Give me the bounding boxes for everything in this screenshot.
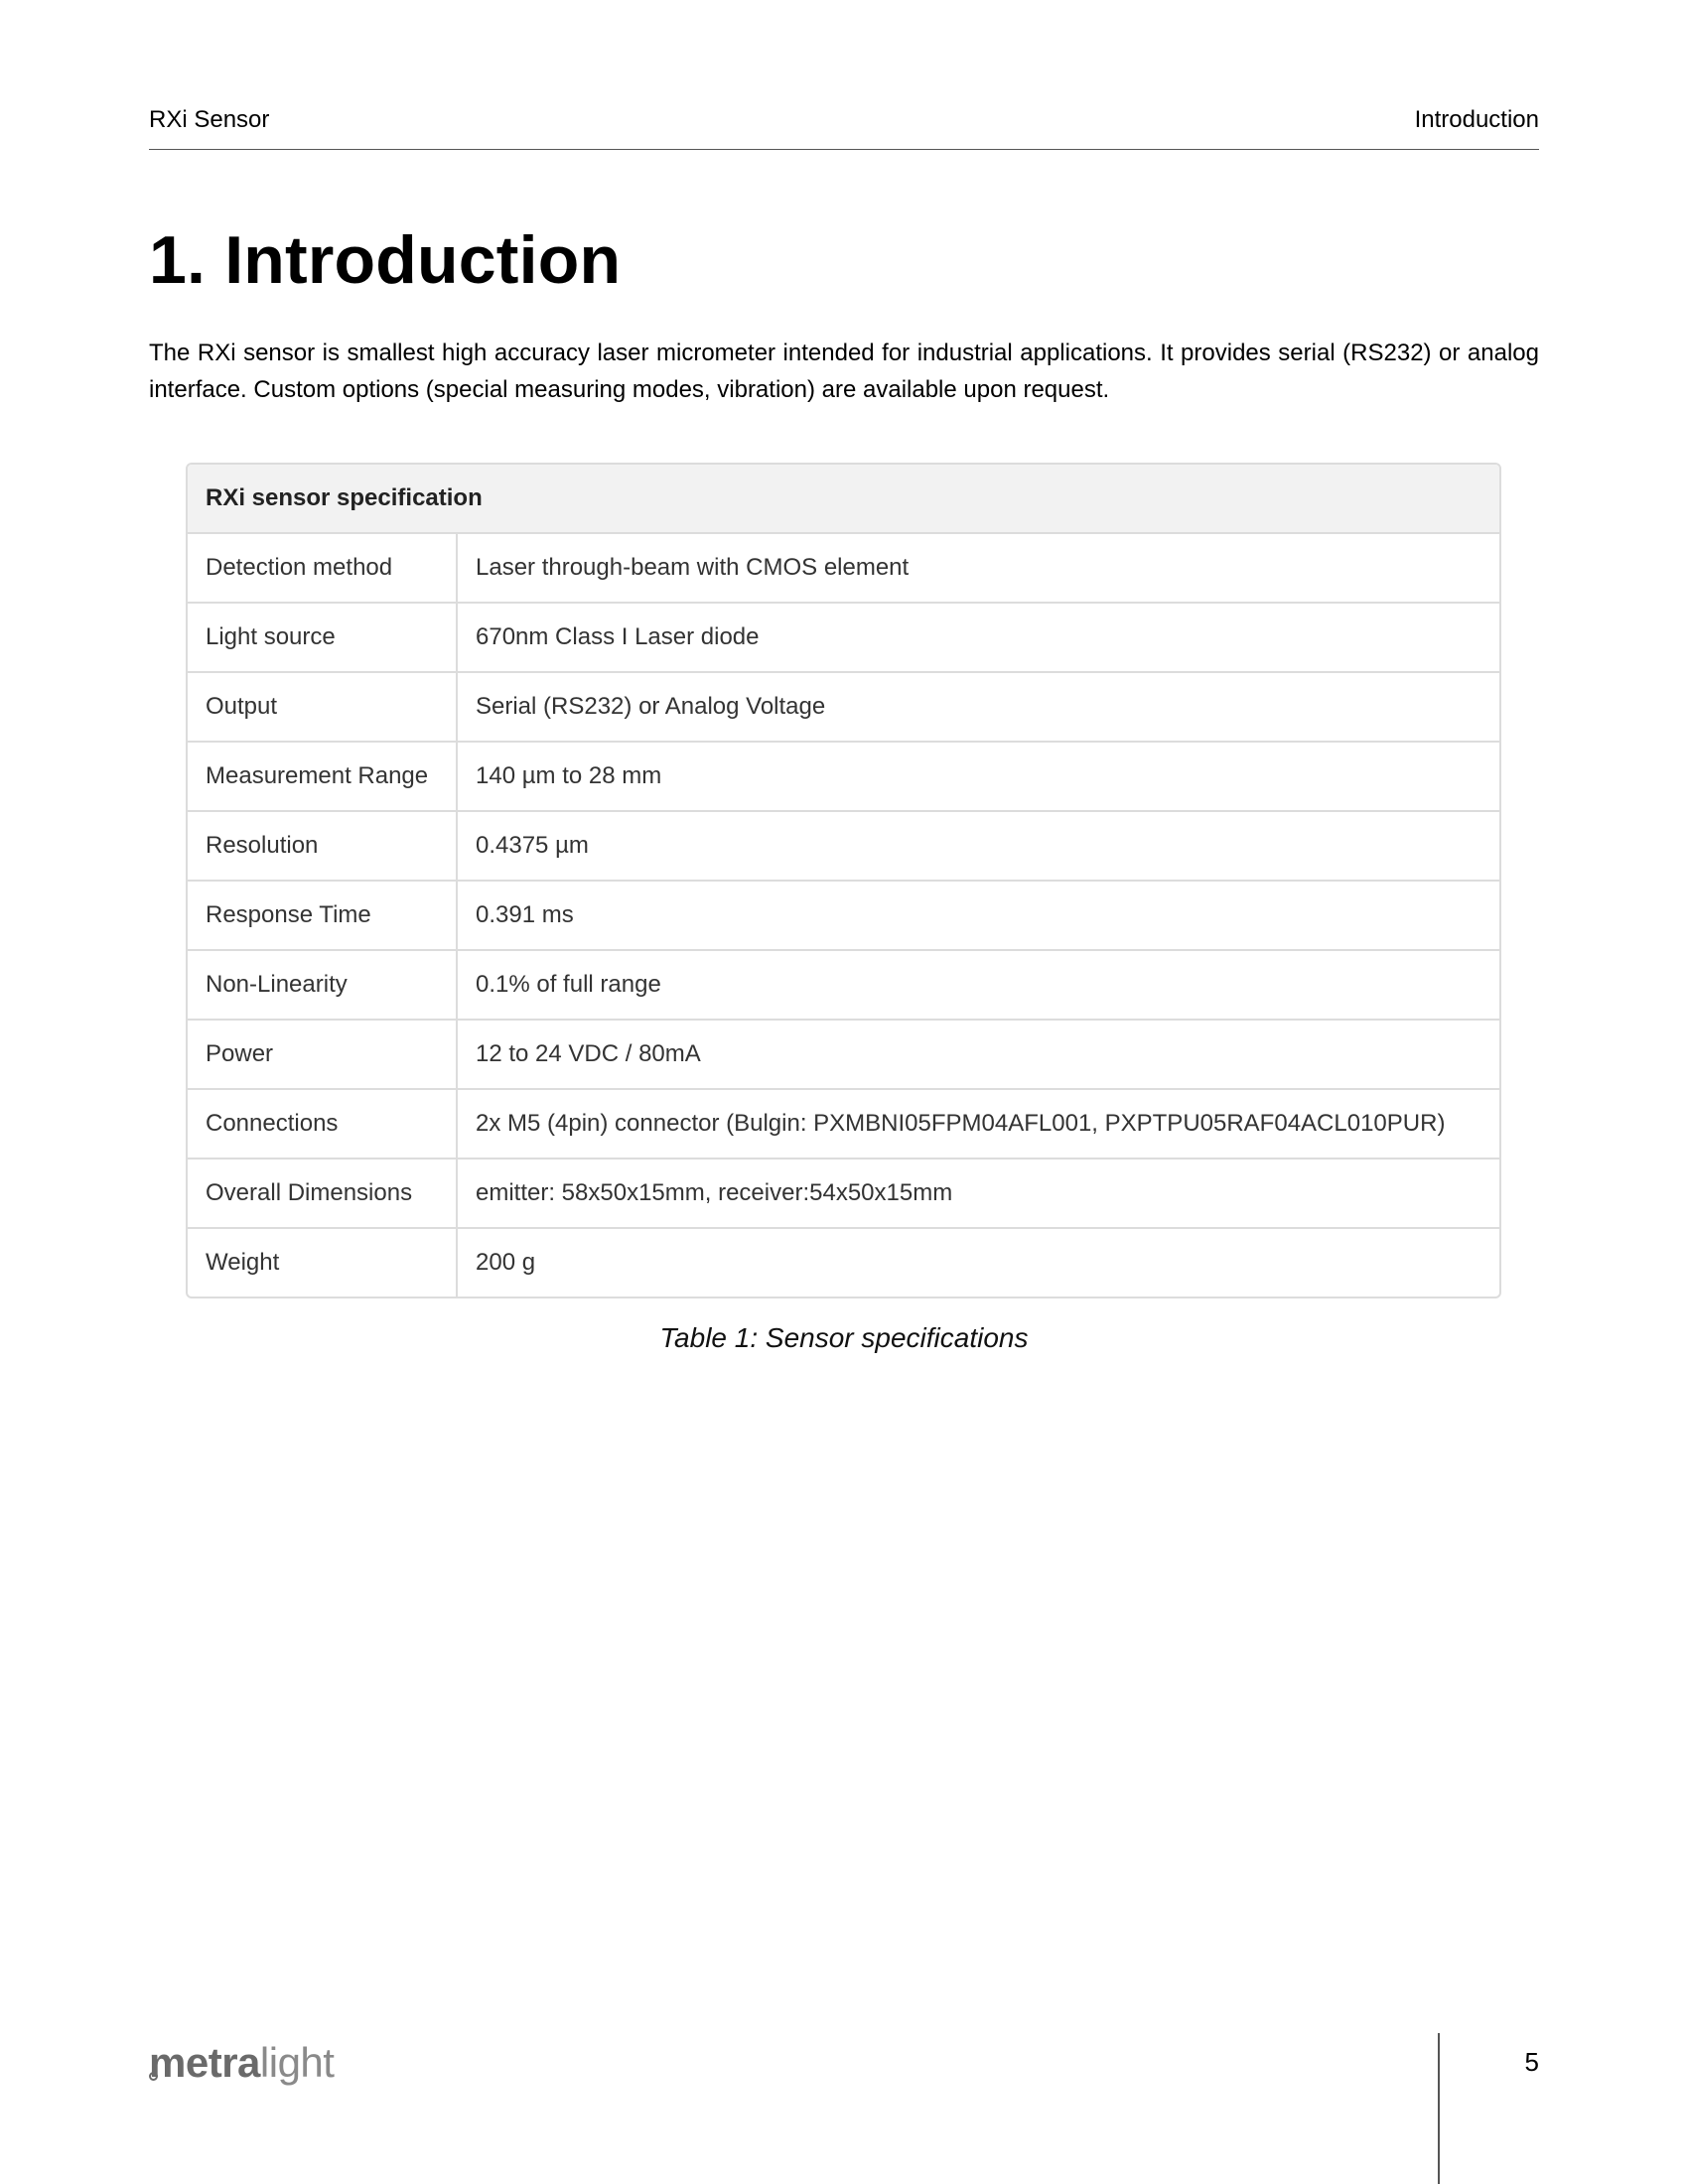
spec-value: 0.1% of full range: [457, 950, 1499, 1020]
table-row: [188, 742, 1499, 811]
page-number: 5: [1524, 2047, 1539, 2077]
logo-text-bold: metra: [149, 2039, 260, 2086]
running-header: [149, 103, 1539, 150]
table-row: [188, 881, 1499, 950]
spec-value: 200 g: [457, 1228, 1499, 1297]
spec-label: Non-Linearity: [188, 950, 457, 1020]
table-row: [188, 533, 1499, 603]
spec-value: Laser through-beam with CMOS element: [457, 533, 1499, 603]
table-row: [188, 1159, 1499, 1228]
spec-label: Detection method: [188, 533, 457, 603]
spec-value: 140 µm to 28 mm: [457, 742, 1499, 811]
spec-label: Power: [188, 1020, 457, 1089]
table-row: [188, 811, 1499, 881]
spec-table-heading: RXi sensor specification: [188, 465, 1499, 533]
table-caption: Table 1: Sensor specifications: [659, 1322, 1029, 1353]
header-section-title: Introduction: [1414, 106, 1539, 133]
spec-label: Overall Dimensions: [188, 1159, 457, 1228]
intro-paragraph: The RXi sensor is smallest high accuracy laser micrometer intended for industrial applications. It provides serial (RS232) or analog interface. Custom options (special measuring modes, vibration) are available upon request.: [149, 340, 1539, 403]
chapter-title: 1. Introduction: [149, 222, 622, 298]
table-row: [188, 672, 1499, 742]
spec-value: emitter: 58x50x15mm, receiver:54x50x15mm: [457, 1159, 1499, 1228]
table-row: [188, 1020, 1499, 1089]
spec-value: Serial (RS232) or Analog Voltage: [457, 672, 1499, 742]
table-row: [188, 1089, 1499, 1159]
spec-label: Light source: [188, 603, 457, 672]
logo-text-light: light: [259, 2039, 335, 2086]
spec-table: [186, 463, 1501, 1298]
spec-value: 0.391 ms: [457, 881, 1499, 950]
table-row: [188, 950, 1499, 1020]
spec-label: Response Time: [188, 881, 457, 950]
header-doc-title: RXi Sensor: [149, 106, 270, 133]
spec-value: 12 to 24 VDC / 80mA: [457, 1020, 1499, 1089]
table-row: [188, 603, 1499, 672]
spec-label: Weight: [188, 1228, 457, 1297]
footer-divider: [1438, 2033, 1440, 2184]
spec-label: Resolution: [188, 811, 457, 881]
spec-table-header-row: [188, 465, 1499, 533]
spec-value: 0.4375 µm: [457, 811, 1499, 881]
table-row: [188, 1228, 1499, 1297]
spec-label: Connections: [188, 1089, 457, 1159]
spec-value: 2x M5 (4pin) connector (Bulgin: PXMBNI05FPM04AFL001, PXPTPU05RAF04ACL010PUR): [457, 1089, 1499, 1159]
logo-circle-icon: [149, 2072, 158, 2081]
spec-label: Measurement Range: [188, 742, 457, 811]
company-logo: [149, 2039, 334, 2087]
spec-value: 670nm Class I Laser diode: [457, 603, 1499, 672]
spec-label: Output: [188, 672, 457, 742]
